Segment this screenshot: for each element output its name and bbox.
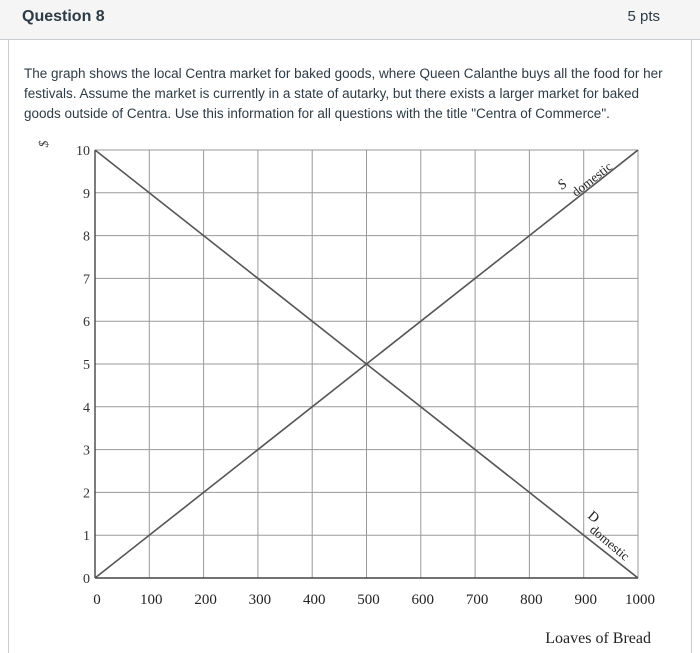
x-tick-label-100: 100 — [140, 592, 163, 608]
y-tick-label-8: 8 — [83, 229, 90, 245]
supply-label-main: S — [555, 177, 570, 194]
x-tick-label-200: 200 — [194, 592, 217, 608]
supply-label-sub: domestic — [568, 158, 615, 200]
x-tick-label-900: 900 — [574, 592, 597, 608]
x-tick-label-600: 600 — [411, 592, 435, 608]
question-title: Question 8 — [22, 8, 105, 25]
x-tick-label-500: 500 — [357, 592, 380, 608]
y-tick-label-4: 4 — [83, 400, 90, 416]
x-axis-label: Loaves of Bread — [545, 630, 651, 647]
y-tick-label-2: 2 — [83, 486, 90, 502]
question-text: The graph shows the local Centra market for baked goods, where Queen Calanthe buys all the food for her festivals. Assume the market is currently in a state of autarky, but there exists a larger market for baked goods outside of Centra. Use this information for all questions with the title "Centra of Commerce". — [24, 66, 663, 121]
y-tick-label-9: 9 — [83, 186, 90, 202]
y-tick-label-5: 5 — [83, 358, 90, 373]
y-tick-label-0: 0 — [83, 572, 90, 587]
x-tick-label-700: 700 — [465, 592, 489, 608]
y-tick-label-7: 7 — [83, 272, 90, 288]
x-tick-label-400: 400 — [302, 592, 326, 608]
demand-label-main: D — [584, 508, 602, 527]
x-tick-label-1000: 1000 — [625, 592, 655, 608]
y-tick-label-1: 1 — [83, 529, 90, 545]
x-tick-label-300: 300 — [248, 592, 272, 608]
x-tick-label-800: 800 — [520, 592, 543, 608]
question-points: 5 pts — [627, 8, 660, 25]
x-tick-label-0: 0 — [93, 592, 101, 608]
y-tick-label-10: 10 — [76, 144, 90, 159]
y-tick-label-3: 3 — [83, 443, 90, 459]
labels — [37, 141, 655, 648]
demand-label-sub: domestic — [587, 521, 633, 564]
y-axis-label: $ — [37, 140, 52, 148]
y-tick-label-6: 6 — [83, 315, 90, 331]
